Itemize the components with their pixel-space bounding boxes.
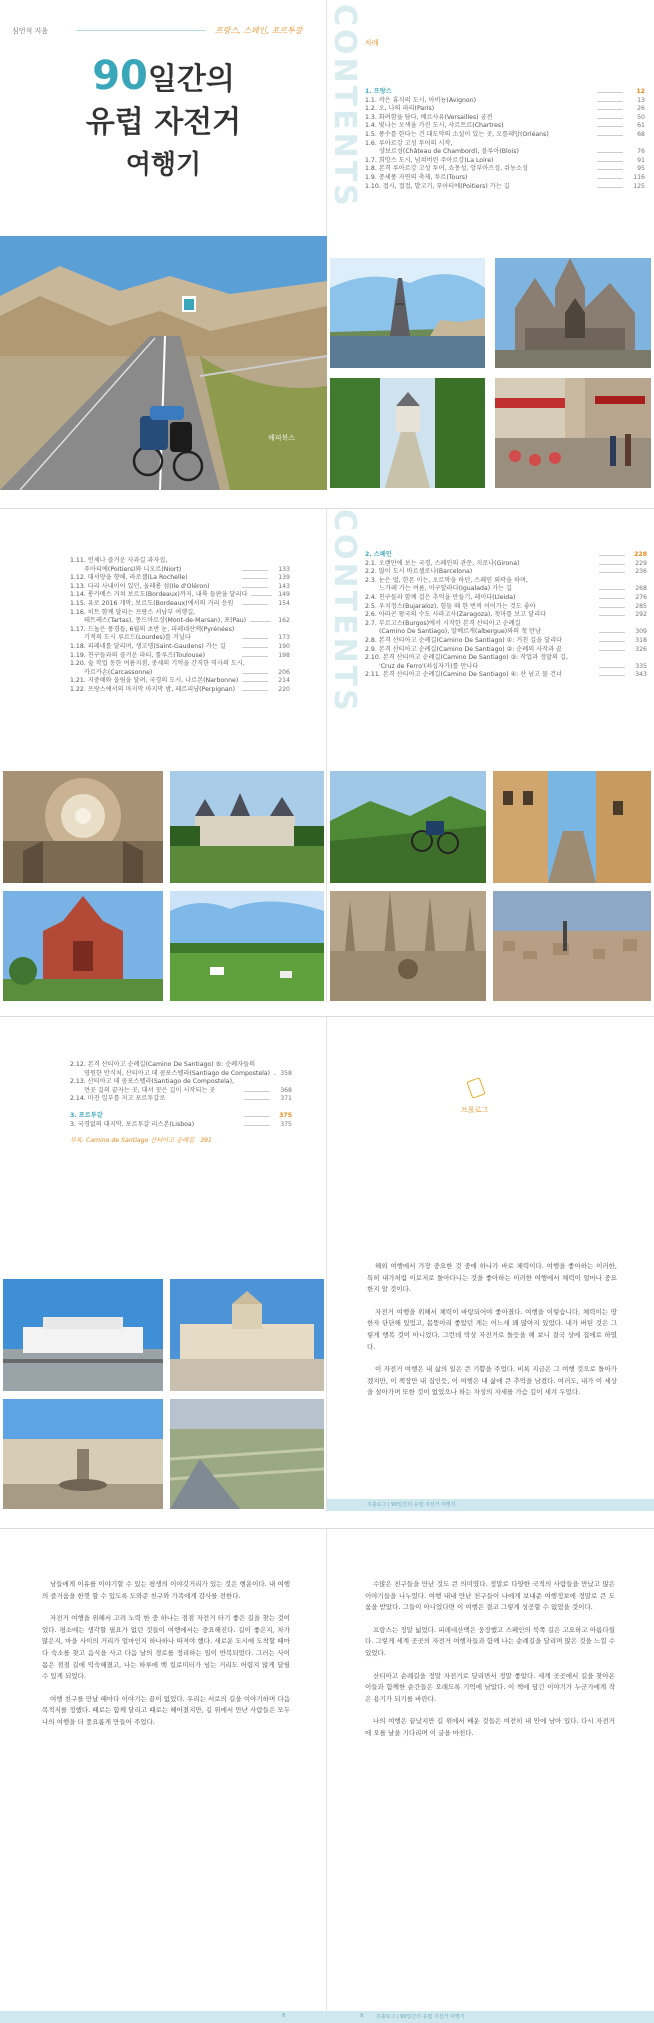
toc-item-title: 1.9. 중세풍 자연의 축제, 투르(Tours): [365, 173, 468, 181]
toc-item-page: 326: [635, 645, 647, 653]
title-line3: 여행기: [125, 150, 202, 180]
toc-page-1: [327, 0, 654, 490]
toc-item-title: 2.2. 많이 도시 바르셀로나(Barcelona): [365, 568, 473, 576]
body-paragraph: 산티아고 순례길을 정말 자전거로 달리면서 정말 좋았다. 세계 곳곳에서 길을 찾아온 이들과 함께한 순간들은 오래도록 기억에 남았다. 이 책에 담긴 이야기가 누군가에게 작은 용기가 되기를 바란다.: [365, 1671, 615, 1703]
toc-item-title: 2.13. 산티아고 데 콤포스텔라(Santiago de Compostela),: [70, 1078, 234, 1086]
toc-item-page: 285: [635, 602, 647, 610]
toc-section-title-portugal: 3. 포르투갈: [70, 1111, 103, 1119]
toc-item-page: 125: [633, 182, 645, 190]
toc-item-page: 190: [278, 642, 290, 650]
toc-item-title: 테트레스(Tartas), 몽드마르상(Mont-de-Marsan), 포(Pau): [84, 617, 247, 625]
toc-item-title: 1.6. 루아르강 고성 투어의 시작,: [365, 139, 453, 147]
body-paragraph: 수많은 친구들을 만난 것도 큰 의미였다. 정말로 다양한 국적의 사람들을 만났고 많은 이야기들을 나누었다. 여행 내내 만난 친구들이 나에게 보내준 여행정보에 정말로 큰 도움을 받았다. 그들이 아니었다면 이 여행은 결코 그렇게 성공할 수 없었을 것이다.: [365, 1580, 615, 1612]
toc-item: [365, 611, 647, 620]
toc-item: [365, 646, 647, 655]
body-footer-bar: [0, 2011, 654, 2023]
toc-item-page: 343: [635, 671, 647, 679]
toc-item-page: 309: [635, 628, 647, 636]
toc-item-title: 2.4. 친구들과 함께 걸은 추억을 만들기, 레이다(Lleida): [365, 593, 516, 601]
toc-item-page: 91: [637, 156, 645, 164]
contents-vertical-label-2: CONTENTS: [327, 509, 362, 714]
toc-item-title: 2.7. 부르고스(Burgos)에서 시작한 본격 산티아고 순례길: [365, 619, 521, 627]
toc-item: [365, 148, 645, 157]
toc-item-page: 154: [278, 599, 290, 607]
toc-item: [365, 560, 647, 569]
body-paragraph: 해외 여행에서 가장 중요한 것 중에 하나가 바로 체력이다. 여행을 좋아하는 이러한, 특히 내가처럼 이로저로 돌아다니는 것을 좋아하는 이러한 여행에서 체력이 얼마나 중요한지 알 것이다.: [367, 1262, 617, 1294]
toc-section-spain: [365, 551, 647, 560]
plaza-photo: [170, 1279, 324, 1391]
toc-item-page: 139: [278, 574, 290, 582]
body-paragraph: 여행 친구를 만날 때마다 이야기는 끝이 없었다. 우리는 서로의 길을 이야기하며 다음 목적지를 정했다. 때로는 함께 달리고 때로는 헤어졌지만, 길 위에서 만난 사람들은 모두 나의 여행을 더 풍요롭게 만들어 주었다.: [42, 1694, 290, 1726]
narrow-street-photo: [493, 771, 651, 883]
prologue-label: 프롤로그: [461, 1106, 489, 1114]
toc-item-page: 214: [278, 677, 290, 685]
toc-page-3: [327, 509, 654, 1002]
title-line2: 유럽 자전거: [85, 105, 242, 140]
toc-item-page: 68: [637, 130, 645, 138]
toc-item-title: 2.8. 본격 산티아고 순례길(Camino De Santiago) ①: 거친 길을 달리다: [365, 636, 563, 644]
sagrada-familia-photo: [330, 891, 486, 1001]
body-paragraph: 프랑스는 정말 넓었다. 피레네산맥은 웅장했고 스페인의 북쪽 길은 고요하고 아름다웠다. 그렇게 세계 곳곳의 자전거 여행자들과 함께 나는 순례길을 달리며 많은 것을 느낄 수 있었다.: [365, 1625, 615, 1657]
toc-item-title: 카르카손(Carcassonne): [84, 668, 153, 676]
toc-list-2: [70, 557, 290, 695]
toc-item-page: 133: [278, 565, 290, 573]
body-paragraph: 나의 여행은 끝났지만 길 위에서 배운 것들은 여전히 내 안에 남아 있다. 다시 자전거에 오를 날을 기다리며 이 글을 마친다.: [365, 1717, 615, 1737]
toc-item: [365, 671, 647, 680]
toc-item: [70, 686, 290, 695]
toc-item-title: 영원한 안식처, 산티아고 데 콤포스텔라(Santiago de Compostela): [84, 1069, 271, 1077]
toc-item-page: 50: [637, 113, 645, 121]
toc-item-page: 229: [635, 559, 647, 567]
body-paragraph: 이 자전거 여행은 내 삶의 일은 큰 기쁨을 주었다. 비록 지금은 그 여행 것으로 돌아가겠지만, 이 책장만 내 집인듯, 이 여행은 내 삶에 큰 추억을 남겼다. 여러도, 내가 이 세상을 살아가며 또한 것이 없었으나 하는 자성의 자세를 가슴 깊이 새겨 두었다.: [367, 1365, 617, 1397]
toc-item-page: 375: [280, 1120, 292, 1128]
toc-item-page: 95: [637, 165, 645, 173]
toc-section-page-spain: 228: [634, 551, 647, 558]
meadow-horses-photo: [170, 891, 324, 1001]
prologue-footer-bar: [327, 1499, 654, 1511]
prologue-icon: [466, 1077, 485, 1099]
toc-item: [365, 585, 647, 594]
toc-item-page: 26: [637, 105, 645, 113]
prologue-footer-label: 프롤로그 | 90일간의 유럽 자전거 여행기: [367, 1502, 456, 1508]
prologue-page: [327, 1017, 654, 1512]
cafe-street-photo: [495, 378, 651, 488]
toc-item-title: 1.20. 숲 작업 동한 여름지점, 중세의 기억을 간직한 역사의 도시,: [70, 660, 245, 668]
toc-item: [70, 1095, 292, 1104]
toc-item: [365, 568, 647, 577]
toc-list-1: [365, 88, 645, 191]
toc-item-title: 2.3. 눈은 멀, 한몬 이는, 오르막을 하던, 스페인 외곽을 하며,: [365, 576, 528, 584]
paris-eiffel-photo: [330, 258, 485, 368]
red-church-photo: [3, 891, 163, 1001]
body-page-right: [327, 1529, 654, 2022]
toc-item: [365, 174, 645, 183]
toc-item: [365, 97, 645, 106]
toc-item-title: 2.5. 우치정스(Bujaraloz), 힘들 때 한 번씩 이어가는 것도 좋아: [365, 602, 536, 610]
toc-item: [70, 634, 290, 643]
cruise-ship-photo: [3, 1279, 163, 1391]
toc-item: [365, 654, 647, 663]
toc-list-3: [365, 551, 647, 680]
toc-item-page: 358: [280, 1069, 292, 1077]
toc-item-page: 198: [278, 651, 290, 659]
toc-item: [70, 1121, 292, 1130]
chateau-photo: [170, 771, 324, 883]
toc-item-title: 1.5. 풍수를 한다는 건 대도약의 소설이 있는 곳, 오를레앙(Orléans): [365, 130, 549, 138]
toc-item: [70, 677, 290, 686]
toc-item-title: 1.15. 유로 2016 개막, 보르도(Bordeaux)에서의 거리 응원: [70, 599, 234, 607]
toc-item-page: 268: [635, 585, 647, 593]
body-paragraph: 남들에게 이유를 이야기할 수 있는 평생의 이야깃거리가 있는 것은 행운이다. 내 여행의 즐거움을 한껏 할 수 있도록 도와준 친구와 가족에게 감사를 전한다.: [42, 1580, 290, 1600]
title-line1: 일간의: [147, 62, 235, 97]
toc-appendix-label: 부록. Camino de Santiago 산티아고 순례길: [70, 1137, 195, 1145]
toc-section-title: 1. 프랑스: [365, 88, 392, 95]
dome-interior-photo: [3, 771, 163, 883]
toc-item-page: 61: [637, 122, 645, 130]
toc-item-page: 292: [635, 611, 647, 619]
bike-viewpoint-photo: [330, 771, 486, 883]
toc-section-france: [365, 88, 645, 97]
toc-item: [70, 1070, 292, 1079]
toc-appendix: [70, 1137, 292, 1146]
toc-item-title: (Camino De Santiago), 알베르게(albergue)와의 첫 만남: [379, 628, 542, 636]
toc-item-page: 143: [278, 582, 290, 590]
toc-item: [365, 628, 647, 637]
toc-item: [70, 643, 290, 652]
toc-item-title: 2.1. 오랜만에 보는 국경, 스페인의 관문, 지로나(Girona): [365, 559, 520, 567]
toc-item-page: 276: [635, 593, 647, 601]
toc-item: [365, 637, 647, 646]
toc-page-4: [0, 1017, 327, 1512]
toc-item-title: 1.4. 빛나는 오색을 가진 도시, 샤르트르(Chartres): [365, 122, 504, 130]
cover-publisher: 해피북스: [268, 434, 296, 442]
toc-item-title: 1.22. 프랑스에서의 마지막 마지막 밤, 페르피냥(Perpignan): [70, 685, 236, 693]
toc-item-title: 1.21. 지중해와 올림을 달려, 국경의 도시, 나르본(Narbonne): [70, 677, 239, 685]
toc-section-portugal: [70, 1112, 292, 1121]
toc-item: [70, 652, 290, 661]
fountain-square-photo: [3, 1399, 163, 1509]
toc-item-title: 1.10. 접시, 접접, 발고기, 푸아티에(Poitiers) 가는 길: [365, 182, 510, 190]
toc-item-title: 2.14. 마진 일부를 지고 포르투갈로: [70, 1095, 166, 1103]
toc-item-title: 2.6. 아라곤 왕국의 수도 사라고사(Zaragoza), 첫마를 보고 달리다: [365, 611, 547, 619]
toc-item: [70, 617, 290, 626]
toc-item: [70, 557, 290, 566]
toc-item-page: 206: [278, 668, 290, 676]
spread-toc: [0, 508, 654, 1002]
toc-item-page: 236: [635, 568, 647, 576]
toc-item-title: 먼곳 길의 끝자는 곳, 대서 꼿은 길이 시작되는 곳: [84, 1086, 216, 1094]
toc-item-title: 2.9. 본격 산티아고 순례길(Camino De Santiago) ②: 순례의 사작과 끝: [365, 645, 563, 653]
cover-countries: 프랑스, 스페인, 포르투갈: [215, 26, 303, 35]
body-footer-page-left: 8: [282, 2013, 286, 2019]
toc-item-title: 1.12. 대서양을 향해, 라로셸(La Rochelle): [70, 574, 188, 582]
chateau-avenue-photo: [330, 378, 485, 488]
toc-item-title: 1.14. 롱카메스 거쳐 보르도(Bordeaux)까지, 내륙 들판을 달리다: [70, 591, 248, 599]
toc-item-page: 162: [278, 617, 290, 625]
cover-author: 심언석 지음: [12, 27, 49, 35]
body-paragraph: 자전거 여행을 위해서 체력이 바탕되어야 좋아졌다. 여행을 이렇습니다, 체력이는 땅한자 단단해 있었고, 몸뚱아리 좋았던 게는 어느새 꽤 많아지 있었다. 내가 버틴 것은 그렇게 행복 것이 아니었다. 그런데 막상 자전거로 돌듯을 해 보니 결국 상에 집에로 하였다.: [367, 1307, 617, 1351]
toc-item-title: 샹보르성(Château de Chambord), 블루아(Blois): [379, 148, 519, 156]
toc-item: [365, 603, 647, 612]
toc-item: [365, 131, 645, 140]
toc-item: [365, 122, 645, 131]
body-page-left: [0, 1529, 327, 2022]
toc-section-page: 12: [636, 88, 645, 95]
toc-item-page: 173: [278, 634, 290, 642]
toc-item-title: 1.16. 히트 함께 달리는 프랑스 서남부 여행길,: [70, 608, 196, 616]
toc-item-page: 13: [637, 96, 645, 104]
body-right-text: [365, 1579, 615, 1751]
toc-item-title: 2.12. 본격 산티아고 순례길(Camino De Santiago) ⑤: 순례자들의: [70, 1061, 256, 1068]
body-footer-label: 프롤로그 | 90일간의 유럽 자전거 여행기: [376, 2014, 465, 2020]
toc-item-title: 1.1. 작은 휴식의 도시, 아비뇽(Avignon): [365, 96, 477, 104]
toc-item-title: 1.13. 다리 사내이어 있던, 올레롱 섬(Ile d'Oléron): [70, 582, 210, 590]
title-number: 90: [92, 53, 148, 99]
cover-road-photo: [0, 236, 327, 490]
toc-item-title: 1.8. 본격 루아르강 고성 투어, 쇼몽성, 앙부아즈성, 쉬농소성: [365, 165, 528, 173]
cover-rule: [76, 30, 206, 31]
toc-item: [70, 600, 290, 609]
toc-item-title: 1.17. 드높은 풍경들, 6월의 초반 눈, 피레네산맥(Pyrénées): [70, 625, 235, 633]
toc-item-page: 220: [278, 685, 290, 693]
toc-item-title: 느가레 가는 여름, 이구알라다(Igualada) 가는 길: [379, 585, 512, 593]
toc-section-page-portugal: 375: [279, 1111, 292, 1119]
prologue-text: [367, 1261, 617, 1410]
toc-item-title: 3. 국경없의 대지막, 포르투갈 리스본(Lisboa): [70, 1120, 195, 1128]
toc-item-page: 116: [633, 173, 645, 181]
spread-body: [0, 1528, 654, 2022]
toc-item-page: 368: [280, 1086, 292, 1094]
toc-item-title: 1.7. 희망스 도시, 넘쳐버린 주아르강(La Loire): [365, 156, 494, 164]
toc-item: [70, 574, 290, 583]
toc-item: [365, 165, 645, 174]
toc-item: [365, 140, 645, 149]
toc-item: [70, 566, 290, 575]
toc-item: [365, 183, 645, 192]
spread-prologue: [0, 1016, 654, 1512]
toc-item-title: 1.18. 피레네를 달리며, 생고뎅(Saint-Gaudens) 가는 길: [70, 642, 226, 650]
toc-item: [365, 594, 647, 603]
cover-title: [0, 53, 327, 184]
toc-item-title: 2.11. 본격 산티아고 순례길(Camino De Santiago) ④: 산 넘고 물 건너: [365, 671, 562, 679]
toc-header: 차례: [365, 39, 379, 47]
toc-item-title: 1.2. 오, 나의 파리(Paris): [365, 105, 435, 113]
cover-page: [0, 0, 327, 490]
toc-section-title-spain: 2. 스페인: [365, 551, 392, 558]
toc-appendix-page: 391: [200, 1137, 212, 1145]
body-left-text: [42, 1579, 290, 1740]
toc-item-page: 318: [635, 636, 647, 644]
city-panorama-photo: [493, 891, 651, 1001]
body-paragraph: 자전거 여행을 위해서 고려 노력 한 중 하나는 점점 자전거 타기 좋은 길을 찾는 것이었다. 평소에는 생각할 필요가 없던 것들이 여행에서는 중요해진다. 길이 좋은지, 차가 많은지, 마을 사이의 거리가 얼마인지 하나하나 따져야 했다. 새로운 도시에 도착할 때마다 숙소를 찾고 음식을 사고 다음 날의 경로를 정리하는 일이 반복되었다. 그러는 사이 몸은 점점 길에 익숙해졌고, 나는 하루에 백 킬로미터가 넘는 거리도 어렵지 않게 달릴 수 있게 되었다.: [42, 1614, 290, 1681]
toc-item-title: 기적의 도시 루르드(Lourdes)를 거닐다: [84, 634, 191, 642]
toc-item-title: 푸아티에(Poitiers)와 니오르(Niort): [84, 565, 182, 573]
toc-item-title: 'Cruz de Ferro'(쇠십자가)를 만나다: [379, 662, 479, 670]
toc-item: [70, 1061, 292, 1070]
toc-item: [70, 591, 290, 600]
toc-item-page: 149: [278, 591, 290, 599]
toc-list-4: [70, 1061, 292, 1146]
toc-item: [70, 660, 290, 669]
toc-item: [70, 1078, 292, 1087]
toc-item-page: 76: [637, 148, 645, 156]
spread-cover: [0, 0, 654, 490]
toc-item: [70, 609, 290, 618]
contents-vertical-label: CONTENTS: [327, 4, 362, 209]
toc-item-title: 2.10. 본격 산티아고 순례길(Camino De Santiago) ③: 작업과 정말의 길,: [365, 654, 568, 662]
toc-item-page: 335: [635, 662, 647, 670]
body-footer-page-right: 9: [360, 2013, 364, 2019]
aerial-view-photo: [170, 1399, 324, 1509]
toc-item-title: 1.19. 친구들과의 즐거운 파티, 툴루즈(Toulouse): [70, 651, 205, 659]
toc-item: [365, 105, 645, 114]
toc-item-title: 1.3. 화려함을 담다, 베르사유(Versailles) 궁전: [365, 113, 493, 121]
toc-item-title: 1.11. 언제나 즐거운 사과길 과자집,: [70, 557, 168, 564]
cathedral-photo: [495, 258, 651, 368]
toc-item-page: 371: [280, 1095, 292, 1103]
toc-page-2: [0, 509, 327, 1002]
